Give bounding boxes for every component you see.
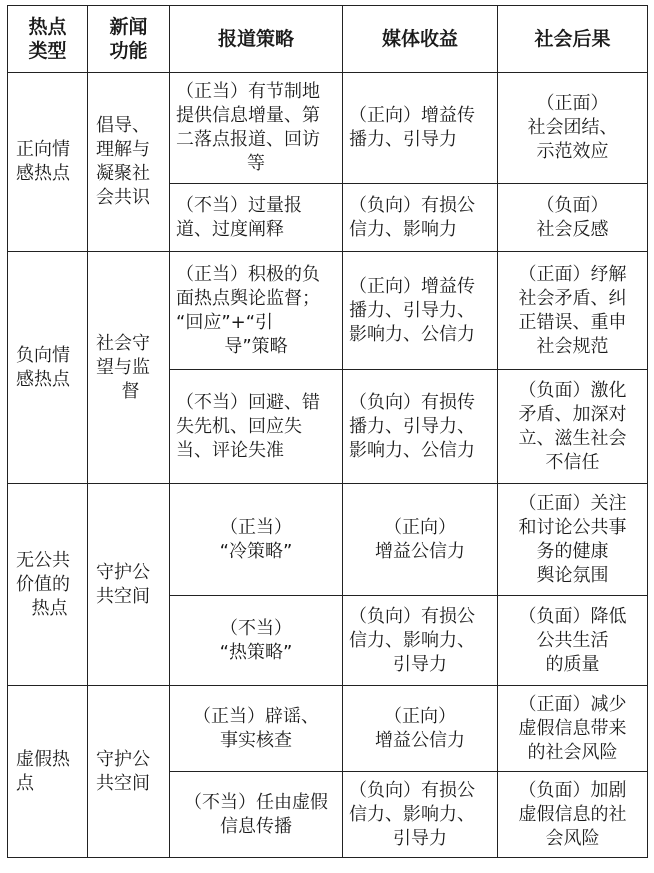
consequence-cell: （负面）降低 公共生活 的质量 xyxy=(498,596,648,686)
strategy-cell: （不当）回避、错 失先机、回应失 当、评论失准 xyxy=(170,370,343,484)
revenue-cell: （正向） 增益公信力 xyxy=(343,686,498,772)
consequence-cell: （负面）激化 矛盾、加深对 立、滋生社会 不信任 xyxy=(498,370,648,484)
hotspot-type-cell: 无公共 价值的 热点 xyxy=(8,484,88,686)
header-strategy: 报道策略 xyxy=(170,6,343,73)
news-function-cell: 社会守 望与监 督 xyxy=(88,252,170,484)
table-row xyxy=(8,73,648,184)
revenue-cell: （负向）有损公 信力、影响力、 引导力 xyxy=(343,596,498,686)
revenue-cell: （正向） 增益公信力 xyxy=(343,484,498,596)
hotspot-type-cell: 负向情 感热点 xyxy=(8,252,88,484)
news-function-cell: 守护公 共空间 xyxy=(88,686,170,858)
strategy-cell: （正当）有节制地 提供信息增量、第 二落点报道、回访 等 xyxy=(170,73,343,184)
consequence-cell: （负面）加剧 虚假信息的社 会风险 xyxy=(498,772,648,858)
hotspot-type-cell: 虚假热 点 xyxy=(8,686,88,858)
revenue-cell: （负向）有损传 播力、引导力、 影响力、公信力 xyxy=(343,370,498,484)
hotspot-strategy-table xyxy=(7,5,648,858)
consequence-cell: （正面）纾解 社会矛盾、纠 正错误、重申 社会规范 xyxy=(498,252,648,370)
header-revenue: 媒体收益 xyxy=(343,6,498,73)
strategy-cell: （不当）过量报 道、过度阐释 xyxy=(170,184,343,252)
strategy-cell: （不当） “热策略” xyxy=(170,596,343,686)
strategy-cell: （正当）积极的负 面热点舆论监督； “回应”+“引 导”策略 xyxy=(170,252,343,370)
news-function-cell: 守护公 共空间 xyxy=(88,484,170,686)
consequence-cell: （正面）减少 虚假信息带来 的社会风险 xyxy=(498,686,648,772)
table-row xyxy=(8,686,648,772)
strategy-cell: （正当） “冷策略” xyxy=(170,484,343,596)
news-function-cell: 倡导、 理解与 凝聚社 会共识 xyxy=(88,73,170,252)
revenue-cell: （正向）增益传 播力、引导力、 影响力、公信力 xyxy=(343,252,498,370)
header-function: 新闻 功能 xyxy=(88,6,170,73)
consequence-cell: （正面） 社会团结、 示范效应 xyxy=(498,73,648,184)
header-consequence: 社会后果 xyxy=(498,6,648,73)
revenue-cell: （负向）有损公 信力、影响力 xyxy=(343,184,498,252)
header-row xyxy=(8,6,648,73)
table-row xyxy=(8,252,648,370)
strategy-cell: （正当）辟谣、 事实核查 xyxy=(170,686,343,772)
consequence-cell: （负面） 社会反感 xyxy=(498,184,648,252)
table-row xyxy=(8,484,648,596)
consequence-cell: （正面）关注 和讨论公共事 务的健康 舆论氛围 xyxy=(498,484,648,596)
hotspot-type-cell: 正向情 感热点 xyxy=(8,73,88,252)
strategy-cell: （不当）任由虚假 信息传播 xyxy=(170,772,343,858)
revenue-cell: （正向）增益传 播力、引导力 xyxy=(343,73,498,184)
revenue-cell: （负向）有损公 信力、影响力、 引导力 xyxy=(343,772,498,858)
header-type: 热点 类型 xyxy=(8,6,88,73)
